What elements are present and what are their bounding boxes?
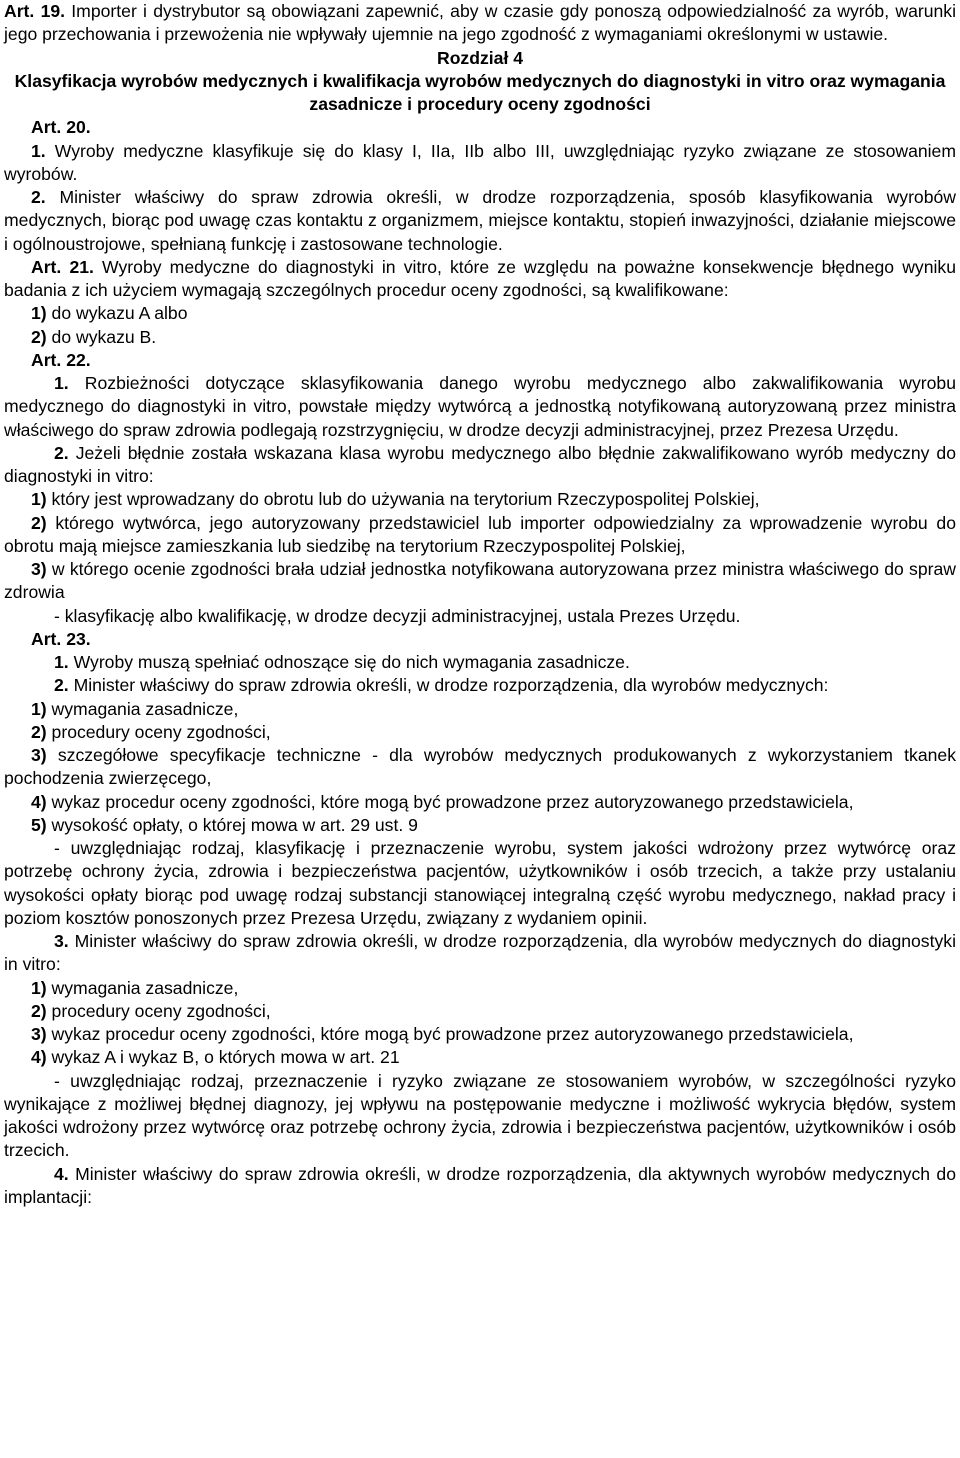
art-23-section-2	[4, 674, 956, 697]
art-23-s2-point-3	[4, 744, 956, 791]
section-number: 2.	[31, 187, 46, 207]
paragraph-text: szczegółowe specyfikacje techniczne - dla wyrobów medycznych produkowanych z wykorzystaniem tkanek pochodzenia zwierzęcego,	[4, 745, 956, 789]
article-number: Art. 22.	[31, 349, 91, 370]
paragraph-text: procedury oceny zgodności,	[46, 1000, 271, 1021]
art-23-s3-point-3	[4, 1023, 956, 1046]
paragraph-text: Minister właściwy do spraw zdrowia określi, w drodze rozporządzenia, sposób klasyfikowania wyrobów medycznych, biorąc pod uwagę czas kontaktu z organizmem, miejsce kontaktu, stopień inwazyjności, działanie miejscowe i ogólnoustrojowe, spełnianą funkcję i zastosowane technologie.	[4, 187, 956, 254]
paragraph-text: wymagania zasadnicze,	[46, 698, 239, 719]
art-22-section-1	[4, 372, 956, 442]
paragraph-text: Minister właściwy do spraw zdrowia określi, w drodze rozporządzenia, dla aktywnych wyrobów medycznych do implantacji:	[4, 1163, 956, 1207]
paragraph-text: Minister właściwy do spraw zdrowia określi, w drodze rozporządzenia, dla wyrobów medycznych:	[68, 675, 829, 696]
paragraph-text: Wyroby medyczne do diagnostyki in vitro, które ze względu na poważne konsekwencje błędnego wyniku badania z ich użyciem wymagają szczególnych procedur oceny zgodności, są kwalifikowane:	[4, 256, 956, 300]
point-number: 1)	[31, 489, 47, 510]
point-number: 4)	[31, 791, 47, 812]
section-number: 1.	[54, 373, 69, 393]
point-number: 3)	[31, 1024, 47, 1044]
art-23-section-1	[4, 651, 956, 674]
point-number: 2)	[31, 1000, 47, 1021]
art-23-s3-point-1	[4, 977, 956, 1000]
article-number: Art. 20.	[31, 117, 91, 138]
art-23-s2-point-2	[4, 721, 956, 744]
paragraph-text: Rozbieżności dotyczące sklasyfikowania danego wyrobu medycznego albo zakwalifikowania wyrobu medycznego do diagnostyki in vitro, powstałe między wytwórcą a jednostką notyfikowaną autoryzowaną przez ministra właściwego do spraw zdrowia podlegają rozstrzygnięciu, w drodze decyzji administracyjnej, przez Prezesa Urzędu.	[4, 373, 956, 440]
art-22-closing-clause	[4, 605, 956, 628]
art-20-section-2	[4, 186, 956, 256]
art-19-paragraph	[4, 0, 956, 47]
art-23-s2-closing-clause	[4, 837, 956, 930]
paragraph-text: - uwzględniając rodzaj, klasyfikację i przeznaczenie wyrobu, system jakości wdrożony przez wytwórcę oraz potrzebę ochrony życia, zdrowia i bezpieczeństwa pacjentów, użytkowników i osób trzecich, a także przy ustalaniu wysokości opłaty biorąc pod uwagę rodzaj substancji stanowiącej integralną część wyrobu medycznego, nakład pracy i poziom kosztów ponoszonych przez Prezesa Urzędu, związany z wydaniem opinii.	[4, 838, 956, 928]
paragraph-text: którego wytwórca, jego autoryzowany przedstawiciel lub importer odpowiedzialny za wprowadzenie wyrobu do obrotu mają miejsce zamieszkania lub siedzibę na terytorium Rzeczypospolitej Polskiej,	[4, 512, 956, 556]
section-number: 2.	[54, 442, 69, 463]
paragraph-text: - uwzględniając rodzaj, przeznaczenie i ryzyko związane ze stosowaniem wyrobów, w szczególności ryzyko wynikające z możliwej błędnej diagnozy, jej wpływu na postępowanie medyczne i możliwość wykrycia błędów, system jakości wdrożony przez wytwórcę oraz potrzebę ochrony życia, zdrowia i bezpieczeństwa pacjentów, użytkowników i osób trzecich.	[4, 1070, 956, 1161]
point-number: 2)	[31, 326, 47, 347]
paragraph-text: Jeżeli błędnie została wskazana klasa wyrobu medycznego albo błędnie zakwalifikowano wyrób medyczny do diagnostyki in vitro:	[4, 442, 956, 486]
paragraph-text: Wyroby medyczne klasyfikuje się do klasy I, IIa, IIb albo III, uwzględniając ryzyko związane ze stosowaniem wyrobów.	[4, 140, 956, 184]
point-number: 2)	[31, 721, 47, 742]
art-23-heading	[4, 628, 956, 651]
art-21-point-2	[4, 326, 956, 349]
art-23-section-3	[4, 930, 956, 977]
paragraph-text: wykaz procedur oceny zgodności, które mogą być prowadzone przez autoryzowanego przedstawiciela,	[46, 791, 854, 812]
chapter-number-heading: Rozdział 4	[436, 47, 524, 68]
point-number: 3)	[31, 745, 47, 765]
paragraph-text: w którego ocenie zgodności brała udział jednostka notyfikowana autoryzowana przez ministra właściwego do spraw zdrowia	[4, 559, 956, 603]
art-20-section-1	[4, 140, 956, 187]
art-23-s3-point-4	[4, 1046, 956, 1069]
art-22-heading	[4, 349, 956, 372]
section-number: 3.	[54, 931, 69, 951]
art-22-section-2	[4, 442, 956, 489]
paragraph-text: procedury oceny zgodności,	[46, 721, 271, 742]
paragraph-text: Wyroby muszą spełniać odnoszące się do nich wymagania zasadnicze.	[68, 652, 630, 672]
art-22-point-1	[4, 488, 956, 511]
paragraph-text: do wykazu A albo	[46, 303, 188, 324]
paragraph-text: który jest wprowadzany do obrotu lub do używania na terytorium Rzeczypospolitej Polskiej,	[46, 489, 760, 510]
section-number: 2.	[54, 675, 69, 696]
art-23-s3-point-2	[4, 1000, 956, 1023]
art-21-paragraph	[4, 256, 956, 303]
paragraph-text: wysokość opłaty, o której mowa w art. 29 ust. 9	[46, 814, 418, 835]
point-number: 1)	[31, 303, 47, 324]
art-21-point-1	[4, 302, 956, 325]
point-number: 4)	[31, 1047, 47, 1068]
art-22-point-3	[4, 558, 956, 605]
document-page	[4, 0, 956, 1209]
point-number: 5)	[31, 814, 47, 835]
article-number: Art. 23.	[31, 628, 91, 649]
point-number: 2)	[31, 512, 47, 533]
article-number: Art. 19.	[4, 1, 66, 21]
art-20-heading	[4, 116, 956, 139]
paragraph-text: Minister właściwy do spraw zdrowia określi, w drodze rozporządzenia, dla wyrobów medycznych do diagnostyki in vitro:	[4, 931, 956, 975]
paragraph-text: Importer i dystrybutor są obowiązani zapewnić, aby w czasie gdy ponoszą odpowiedzialność za wyrób, warunki jego przechowania i przewożenia nie wpływały ujemnie na jego zgodność z wymaganiami określonymi w ustawie.	[4, 1, 956, 45]
section-number: 1.	[31, 140, 46, 161]
paragraph-text: wykaz A i wykaz B, o których mowa w art. 21	[46, 1047, 400, 1068]
article-number: Art. 21.	[31, 256, 94, 277]
art-23-s2-point-4	[4, 791, 956, 814]
art-23-s2-point-5	[4, 814, 956, 837]
point-number: 1)	[31, 698, 47, 719]
paragraph-text: wykaz procedur oceny zgodności, które mogą być prowadzone przez autoryzowanego przedstawiciela,	[46, 1024, 854, 1044]
art-23-s3-closing-clause	[4, 1070, 956, 1163]
paragraph-text: do wykazu B.	[46, 326, 157, 347]
art-22-point-2	[4, 512, 956, 559]
paragraph-text: wymagania zasadnicze,	[46, 977, 239, 998]
paragraph-text: - klasyfikację albo kwalifikację, w drodze decyzji administracyjnej, ustala Prezes Urzędu.	[54, 605, 741, 626]
point-number: 1)	[31, 977, 47, 998]
art-23-s2-point-1	[4, 698, 956, 721]
section-number: 4.	[54, 1163, 69, 1184]
art-23-section-4	[4, 1163, 956, 1210]
section-number: 1.	[54, 652, 69, 672]
chapter-title-heading: Klasyfikacja wyrobów medycznych i kwalifikacja wyrobów medycznych do diagnostyki in vitro oraz wymagania zasadnicze i procedury oceny zgodności	[14, 70, 946, 114]
point-number: 3)	[31, 559, 47, 579]
